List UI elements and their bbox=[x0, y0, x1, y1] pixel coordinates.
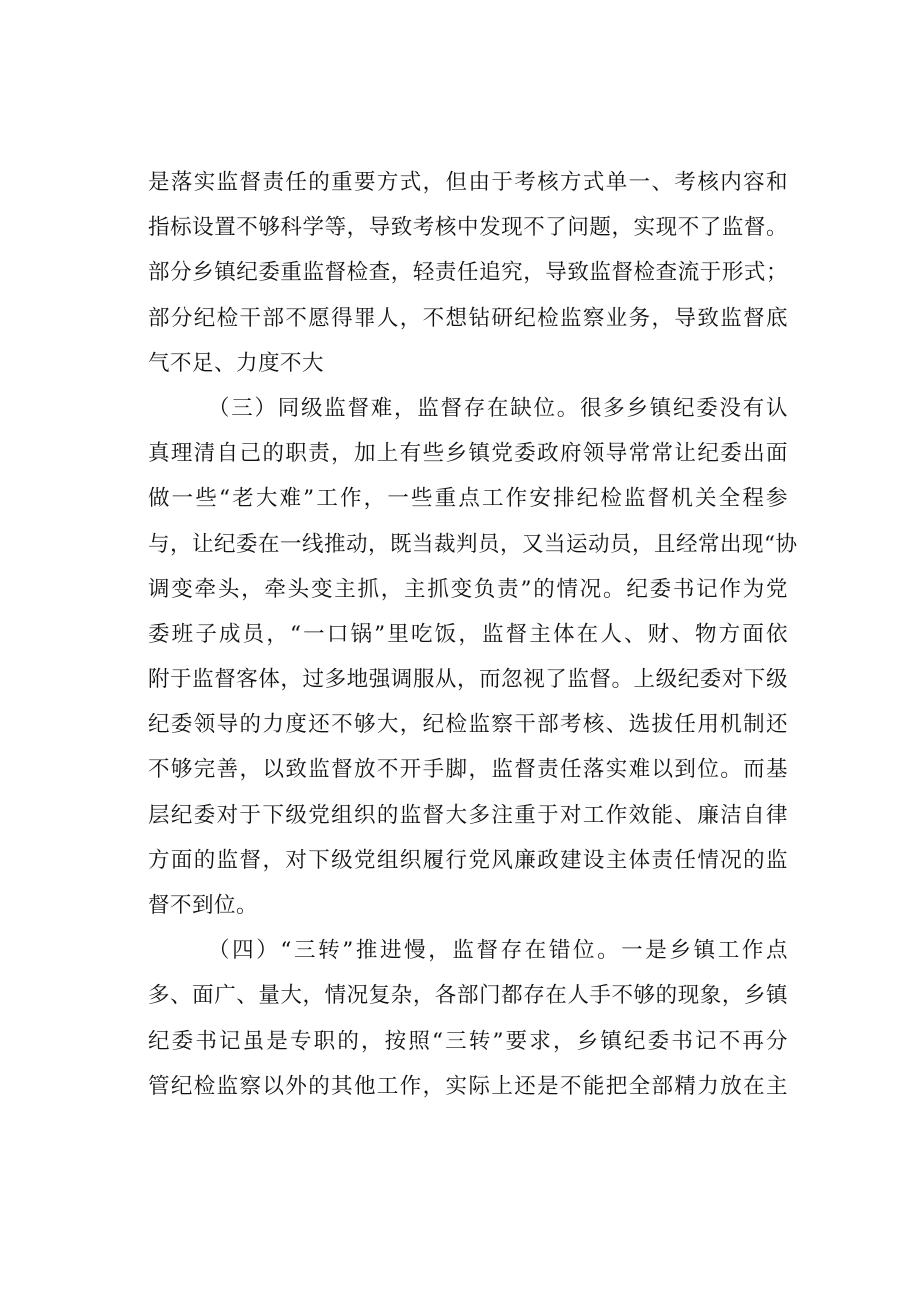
text-line: 不够完善，以致监督放不开手脚，监督责任落实难以到位。而基 bbox=[148, 757, 788, 783]
text-line: 多、面广、量大，情况复杂，各部门都存在人手不够的现象，乡镇 bbox=[148, 983, 788, 1009]
text-line: 部分乡镇纪委重监督检查，轻责任追究，导致监督检查流于形式； bbox=[148, 260, 788, 286]
text-line: 管纪检监察以外的其他工作，实际上还是不能把全部精力放在主 bbox=[148, 1073, 788, 1099]
text-line: 纪委书记虽是专职的，按照“三转”要求，乡镇纪委书记不再分 bbox=[148, 1028, 788, 1054]
text-line: 与，让纪委在一线推动，既当裁判员，又当运动员，且经常出现“协 bbox=[148, 531, 798, 557]
paragraph-heading-line: （三）同级监督难，监督存在缺位。很多乡镇纪委没有认 bbox=[208, 395, 788, 421]
text-line: 调变牵头，牵头变主抓，主抓变负责”的情况。纪委书记作为党 bbox=[148, 576, 788, 602]
text-line: 做一些“老大难”工作，一些重点工作安排纪检监督机关全程参 bbox=[148, 486, 788, 512]
text-line: 层纪委对于下级党组织的监督大多注重于对工作效能、廉洁自律 bbox=[148, 802, 788, 828]
text-line: 方面的监督，对下级党组织履行党风廉政建设主体责任情况的监 bbox=[148, 847, 788, 873]
paragraph-heading-line: （四）“三转”推进慢，监督存在错位。一是乡镇工作点 bbox=[208, 938, 788, 964]
text-line: 气不足、力度不大 bbox=[148, 350, 325, 376]
document-body bbox=[148, 160, 798, 1109]
text-line: 部分纪检干部不愿得罪人，不想钻研纪检监察业务，导致监督底 bbox=[148, 305, 788, 331]
text-line: 指标设置不够科学等，导致考核中发现不了问题，实现不了监督。 bbox=[148, 215, 788, 241]
text-line: 真理清自己的职责，加上有些乡镇党委政府领导常常让纪委出面 bbox=[148, 441, 788, 467]
text-line: 纪委领导的力度还不够大，纪检监察干部考核、选拔任用机制还 bbox=[148, 712, 788, 738]
paragraph-2 bbox=[148, 386, 798, 928]
text-line: 附于监督客体，过多地强调服从，而忽视了监督。上级纪委对下级 bbox=[148, 667, 788, 693]
paragraph-3 bbox=[148, 928, 788, 1109]
text-line: 督不到位。 bbox=[148, 893, 259, 918]
paragraph-1 bbox=[148, 160, 788, 386]
text-line: 委班子成员，“一口锅”里吃饭，监督主体在人、财、物方面依 bbox=[148, 621, 788, 647]
text-line: 是落实监督责任的重要方式，但由于考核方式单一、考核内容和 bbox=[148, 170, 788, 195]
